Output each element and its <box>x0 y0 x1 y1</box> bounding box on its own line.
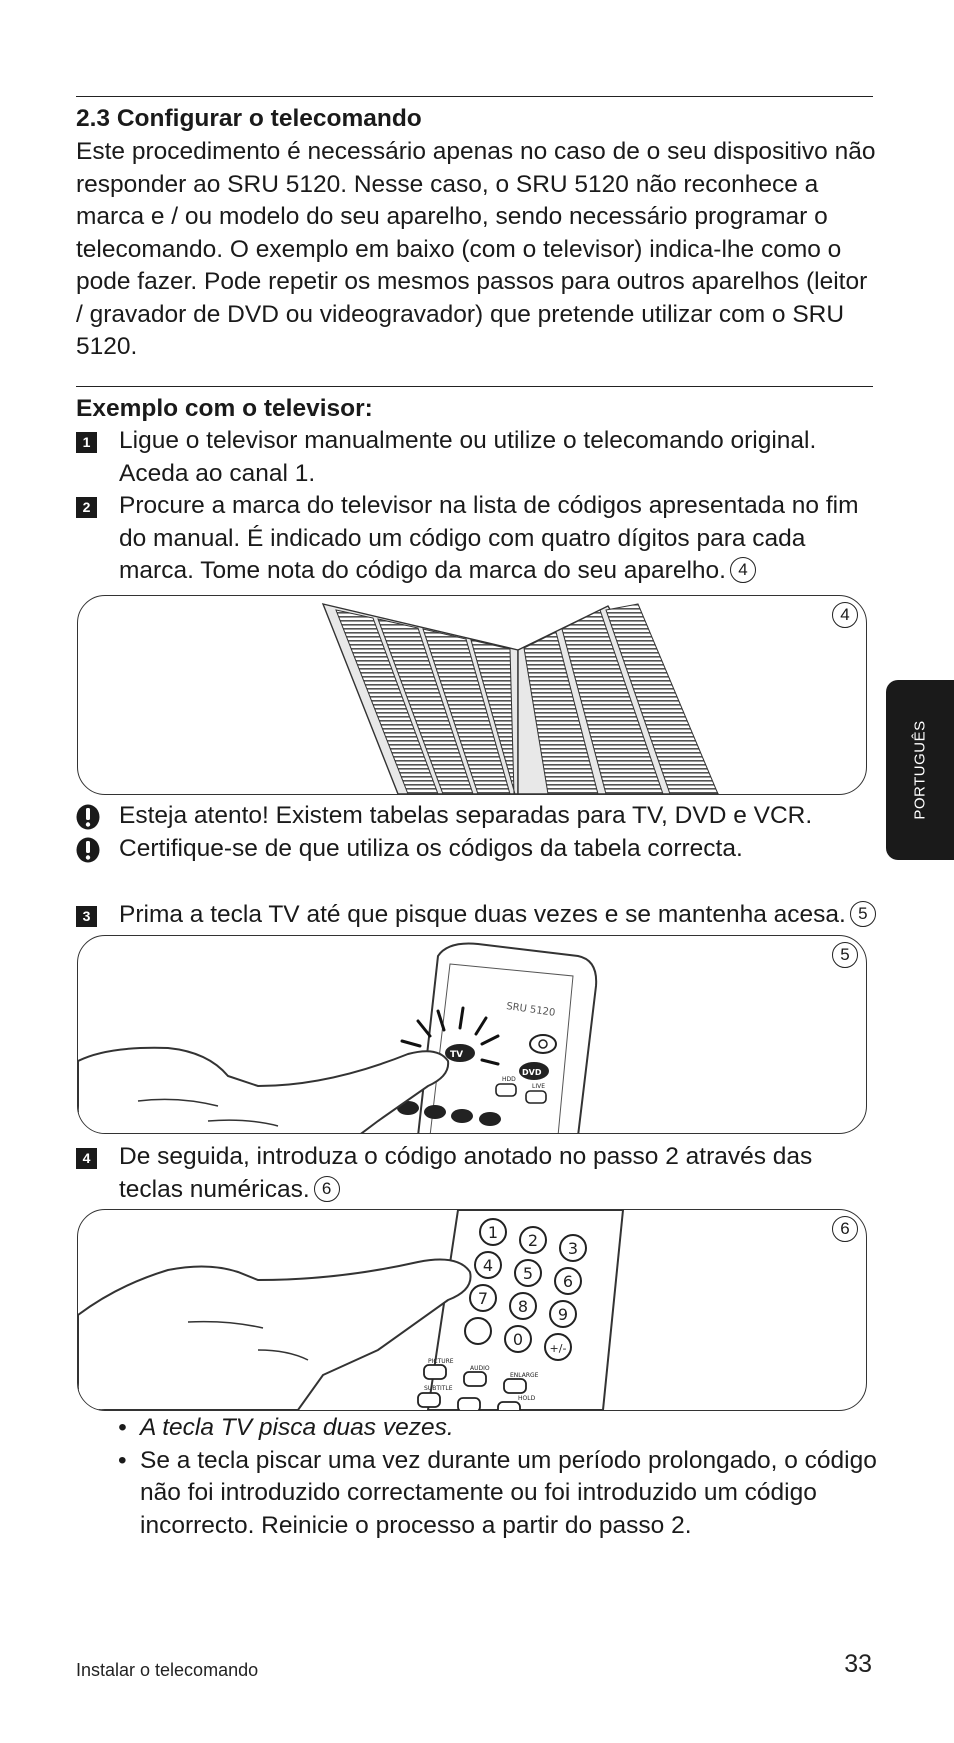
step-text: Ligue o televisor manualmente ou utilize o telecomando original. Aceda ao canal 1. <box>119 427 817 487</box>
step-3 <box>76 899 876 932</box>
section-intro: Este procedimento é necessário apenas no caso de o seu dispositivo não responder ao SRU 5120. Nesse caso, o SRU 5120 não reconhece a marca e / ou modelo do seu aparelho, sendo necessário programar o telecomando. O exemplo em baixo (com o televisor) indica-lhe como o pode fazer. Pode repetir os mesmos passos para outros aparelhos (leitor / gravador de DVD ou videogravador) que pretende utilizar com o SRU 5120. <box>76 138 876 360</box>
section-heading: 2.3 Configurar o telecomando <box>76 105 422 132</box>
list-item: • A tecla TV pisca duas vezes. <box>118 1412 878 1445</box>
digit-plus-minus: +/- <box>549 1342 567 1355</box>
digit-9: 9 <box>557 1305 569 1324</box>
language-tab <box>886 680 954 860</box>
figure-code-book <box>77 595 867 795</box>
digit-2: 2 <box>527 1231 539 1250</box>
numeric-keypad-illustration <box>78 1210 866 1410</box>
page-number: 33 <box>844 1650 872 1678</box>
dvd-key-label: DVD <box>522 1068 542 1077</box>
step-number: 3 <box>76 906 97 927</box>
warning-text: Certifique-se de que utiliza os códigos da tabela correcta. <box>119 835 743 862</box>
digit-3: 3 <box>567 1239 579 1258</box>
figure-ref: 4 <box>730 557 756 583</box>
warning-2 <box>76 833 876 866</box>
step-number: 2 <box>76 497 97 518</box>
digit-4: 4 <box>482 1256 494 1275</box>
enlarge-key-label: ENLARGE <box>510 1372 539 1379</box>
figure-label: 4 <box>832 602 858 628</box>
warning-1 <box>76 800 876 833</box>
footer-section-title: Instalar o telecomando <box>76 1660 259 1680</box>
language-tab-label: PORTUGUÊS <box>911 720 929 820</box>
digit-1: 1 <box>487 1223 499 1242</box>
exclamation-icon <box>76 837 100 863</box>
step-text: Procure a marca do televisor na lista de códigos apresentada no fim do manual. É indicado um código com quatro dígitos para cada marca. Tome nota do código da marca do seu aparelho. <box>119 492 859 584</box>
step-2 <box>76 490 876 588</box>
digit-6: 6 <box>562 1272 574 1291</box>
step-text: De seguida, introduza o código anotado no passo 2 através das teclas numéricas. <box>119 1143 813 1203</box>
figure-label: 5 <box>832 942 858 968</box>
live-key-label: LIVE <box>532 1083 546 1090</box>
step-text: Prima a tecla TV até que pisque duas vezes e se mantenha acesa. <box>119 901 846 928</box>
figure-press-tv-key <box>77 935 867 1134</box>
example-heading: Exemplo com o televisor: <box>76 395 373 422</box>
hold-key-label: HOLD <box>518 1395 536 1402</box>
picture-key-label: PICTURE <box>428 1358 454 1365</box>
exclamation-icon <box>76 804 100 830</box>
top-rule <box>76 96 873 97</box>
remote-brand: SRU 5120 <box>505 1001 556 1019</box>
divider-rule <box>76 386 873 387</box>
code-book-illustration <box>78 596 866 794</box>
figure-numeric-keys <box>77 1209 867 1411</box>
digit-8: 8 <box>517 1297 529 1316</box>
step-number: 1 <box>76 432 97 453</box>
digit-7: 7 <box>477 1289 489 1308</box>
figure-ref: 5 <box>850 901 876 927</box>
figure-ref: 6 <box>314 1176 340 1202</box>
step-number: 4 <box>76 1148 97 1169</box>
subtitle-key-label: SUBTITLE <box>424 1385 453 1392</box>
step-1 <box>76 425 876 490</box>
step-4 <box>76 1141 876 1206</box>
tv-key-label: TV <box>450 1050 464 1060</box>
remote-press-illustration <box>78 936 866 1133</box>
warning-text: Esteja atento! Existem tabelas separadas para TV, DVD e VCR. <box>119 802 813 829</box>
digit-0: 0 <box>512 1330 524 1349</box>
list-item: • Se a tecla piscar uma vez durante um período prolongado, o código não foi introduzido correctamente ou foi introduzido um código incorrecto. Reinicie o processo a partir do passo 2. <box>118 1445 878 1543</box>
hdd-key-label: HDD <box>502 1076 516 1083</box>
audio-key-label: AUDIO <box>470 1365 490 1372</box>
digit-5: 5 <box>522 1264 534 1283</box>
result-bullets <box>118 1412 878 1542</box>
figure-label: 6 <box>832 1216 858 1242</box>
